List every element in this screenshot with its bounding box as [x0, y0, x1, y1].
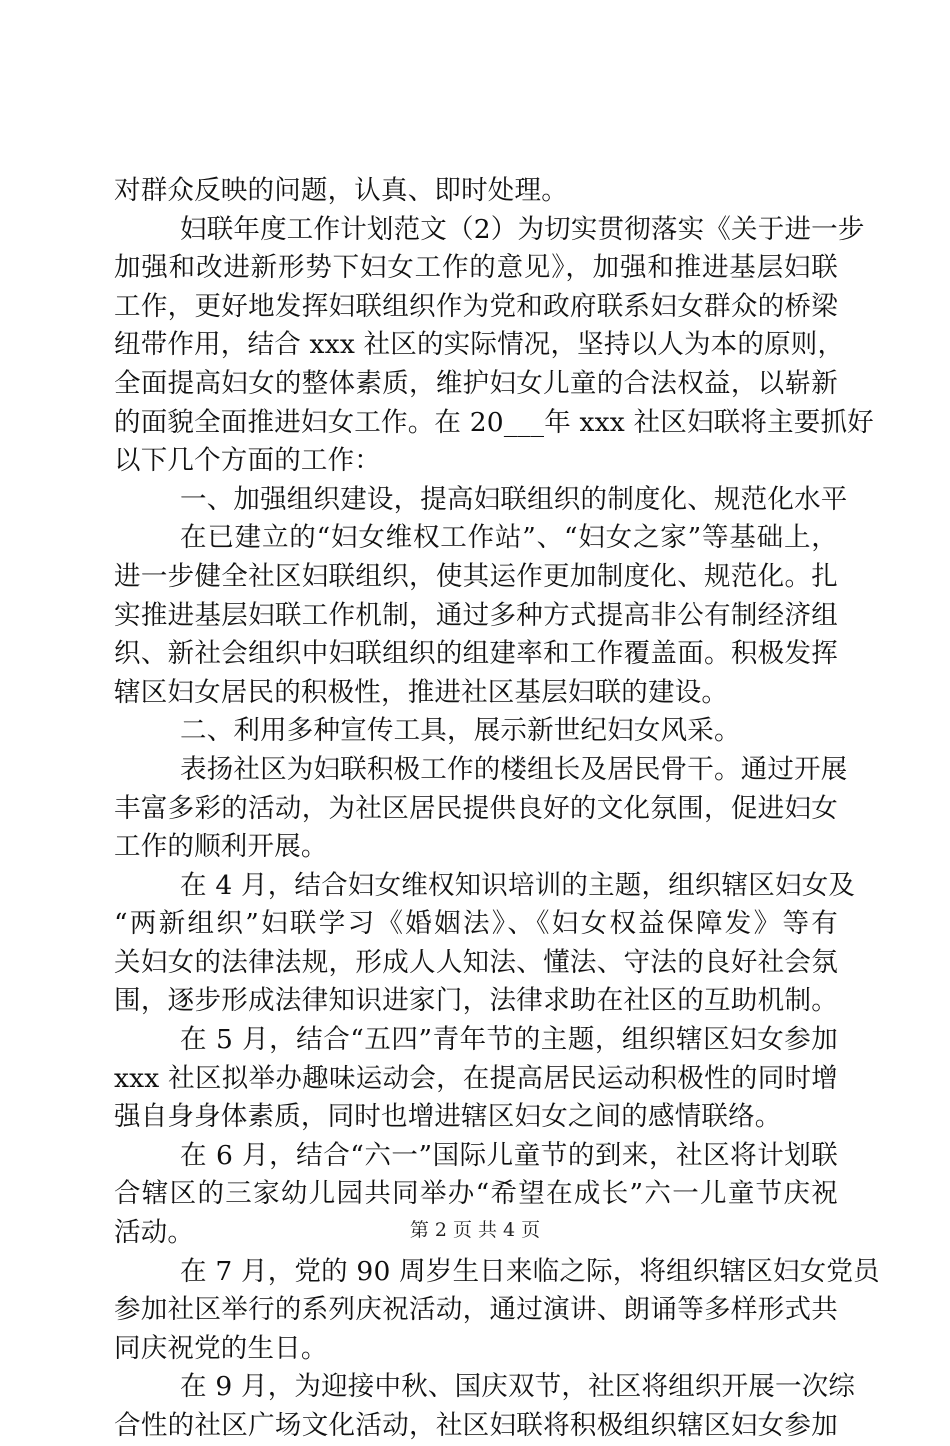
text-line: 纽带作用，结合 xxx 社区的实际情况，坚持以人为本的原则，: [114, 329, 845, 361]
text-line: 合性的社区广场文化活动，社区妇联将积极组织辖区妇女参加: [114, 1410, 838, 1441]
text-line: 加强和改进新形势下妇女工作的意见》，加强和推进基层妇联: [114, 252, 838, 284]
text-line: 在已建立的“妇女维权工作站”、“妇女之家”等基础上，: [180, 522, 838, 554]
text-line: 在 7 月，党的 90 周岁生日来临之际，将组织辖区妇女党员: [180, 1255, 880, 1287]
text-line: 全面提高妇女的整体素质，维护妇女儿童的合法权益，以崭新: [114, 367, 838, 399]
text-line: 实推进基层妇联工作机制，通过多种方式提高非公有制经济组: [114, 599, 838, 631]
text-line: 对群众反映的问题，认真、即时处理。: [114, 175, 568, 206]
text-line: 在 9 月，为迎接中秋、国庆双节，社区将组织开展一次综: [180, 1371, 856, 1403]
text-line: 参加社区举行的系列庆祝活动，通过演讲、朗诵等多样形式共: [114, 1294, 838, 1326]
text-line: 进一步健全社区妇联组织，使其运作更加制度化、规范化。扎: [114, 560, 838, 592]
text-line: 活动。: [114, 1217, 195, 1249]
text-line: 同庆祝党的生日。: [114, 1332, 328, 1364]
text-line: 丰富多彩的活动，为社区居民提供良好的文化氛围，促进妇女: [114, 792, 838, 824]
text-line: 在 6 月，结合“六一”国际儿童节的到来，社区将计划联: [180, 1139, 838, 1171]
document-body: [114, 172, 880, 1446]
text-line: “两新组织”妇联学习《婚姻法》、《妇女权益保障发》等有: [114, 908, 838, 940]
text-line: 关妇女的法律法规，形成人人知法、懂法、守法的良好社会氛: [114, 946, 838, 978]
text-line: 在 5 月，结合“五四”青年节的主题，组织辖区妇女参加: [180, 1024, 838, 1056]
text-line: 强自身身体素质，同时也增进辖区妇女之间的感情联络。: [114, 1101, 782, 1133]
text-line: 以下几个方面的工作：: [114, 445, 381, 477]
text-line: 合辖区的三家幼儿园共同举办“希望在成长”六一儿童节庆祝: [114, 1178, 838, 1210]
text-line: 围，逐步形成法律知识进家门，法律求助在社区的互助机制。: [114, 985, 838, 1017]
text-line: 一、加强组织建设，提高妇联组织的制度化、规范化水平: [180, 483, 848, 515]
text-line: 表扬社区为妇联积极工作的楼组长及居民骨干。通过开展: [180, 753, 848, 785]
text-line: 在 4 月，结合妇女维权知识培训的主题，组织辖区妇女及: [180, 869, 856, 901]
text-line: 工作的顺利开展。: [114, 831, 328, 863]
text-line: 工作，更好地发挥妇联组织作为党和政府联系妇女群众的桥梁: [114, 290, 838, 322]
text-line: 辖区妇女居民的积极性，推进社区基层妇联的建设。: [114, 676, 729, 708]
text-line: 织、新社会组织中妇联组织的组建率和工作覆盖面。积极发挥: [114, 638, 838, 670]
text-line: 二、利用多种宣传工具，展示新世纪妇女风采。: [180, 715, 741, 747]
text-line: 的面貌全面推进妇女工作。在 20___年 xxx 社区妇联将主要抓好: [114, 406, 874, 438]
page-footer: 第 2 页 共 4 页: [409, 1219, 541, 1241]
text-line: 妇联年度工作计划范文（2）为切实贯彻落实《关于进一步: [180, 213, 865, 245]
text-line: xxx 社区拟举办趣味运动会，在提高居民运动积极性的同时增: [114, 1062, 838, 1094]
